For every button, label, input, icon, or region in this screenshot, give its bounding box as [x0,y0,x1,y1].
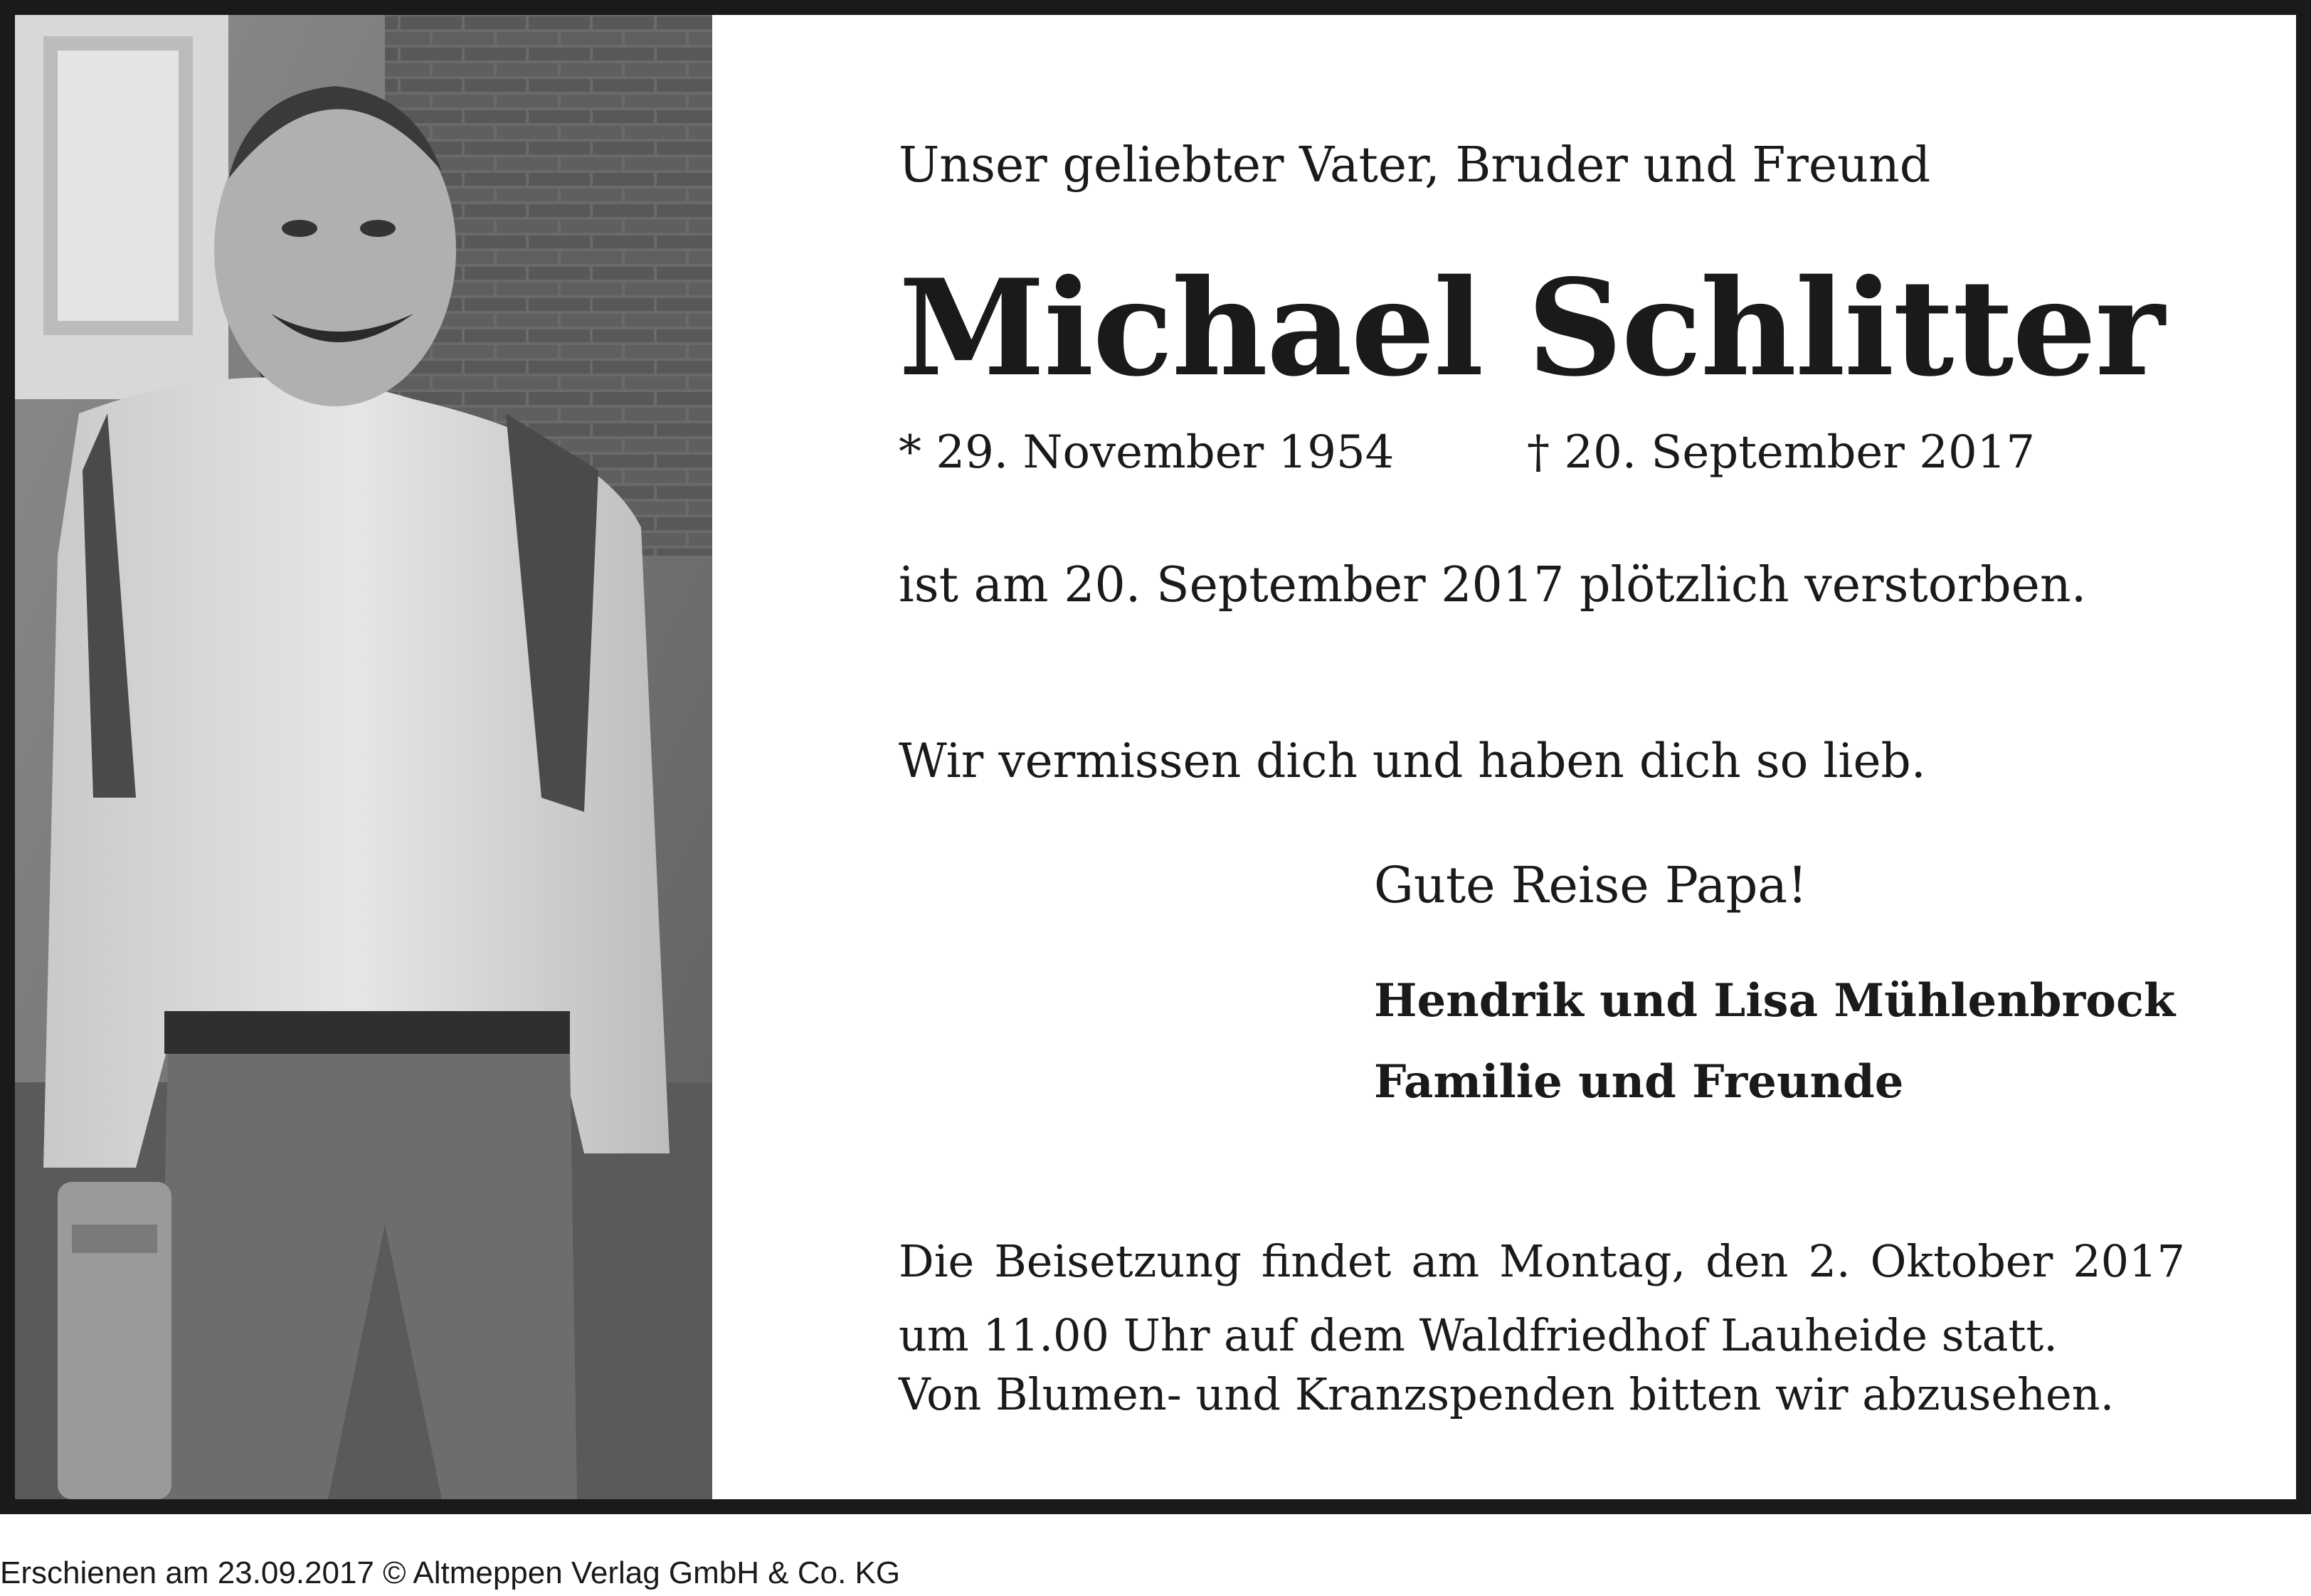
deceased-name: Michael Schlitter [899,250,2164,406]
flowers-note: Von Blumen- und Kranzspenden bitten wir abzusehen. [899,1368,2115,1420]
death-date: † 20. September 2017 [1527,426,2036,479]
funeral-line: Die Beisetzung findet am Montag, den 2. Oktober 2017 [899,1235,2185,1287]
publication-footer: Erschienen am 23.09.2017 © Altmeppen Verlag GmbH & Co. KG [0,1555,901,1590]
passing-statement: ist am 20. September 2017 plötzlich verstorben. [899,557,2087,613]
farewell-line: Gute Reise Papa! [1374,856,1808,914]
intro-line: Unser geliebter Vater, Bruder und Freund [899,137,1931,194]
mourner-name: Familie und Freunde [1374,1055,1904,1109]
birth-date: * 29. November 1954 [899,426,1395,479]
funeral-details [899,1225,2185,1373]
mourner-name: Hendrik und Lisa Mühlenbrock [1374,974,2176,1027]
missing-statement: Wir vermissen dich und haben dich so lieb. [899,734,1926,788]
funeral-line: um 11.00 Uhr auf dem Waldfriedhof Lauheide statt. [899,1309,2058,1361]
portrait-photo [15,15,712,1499]
